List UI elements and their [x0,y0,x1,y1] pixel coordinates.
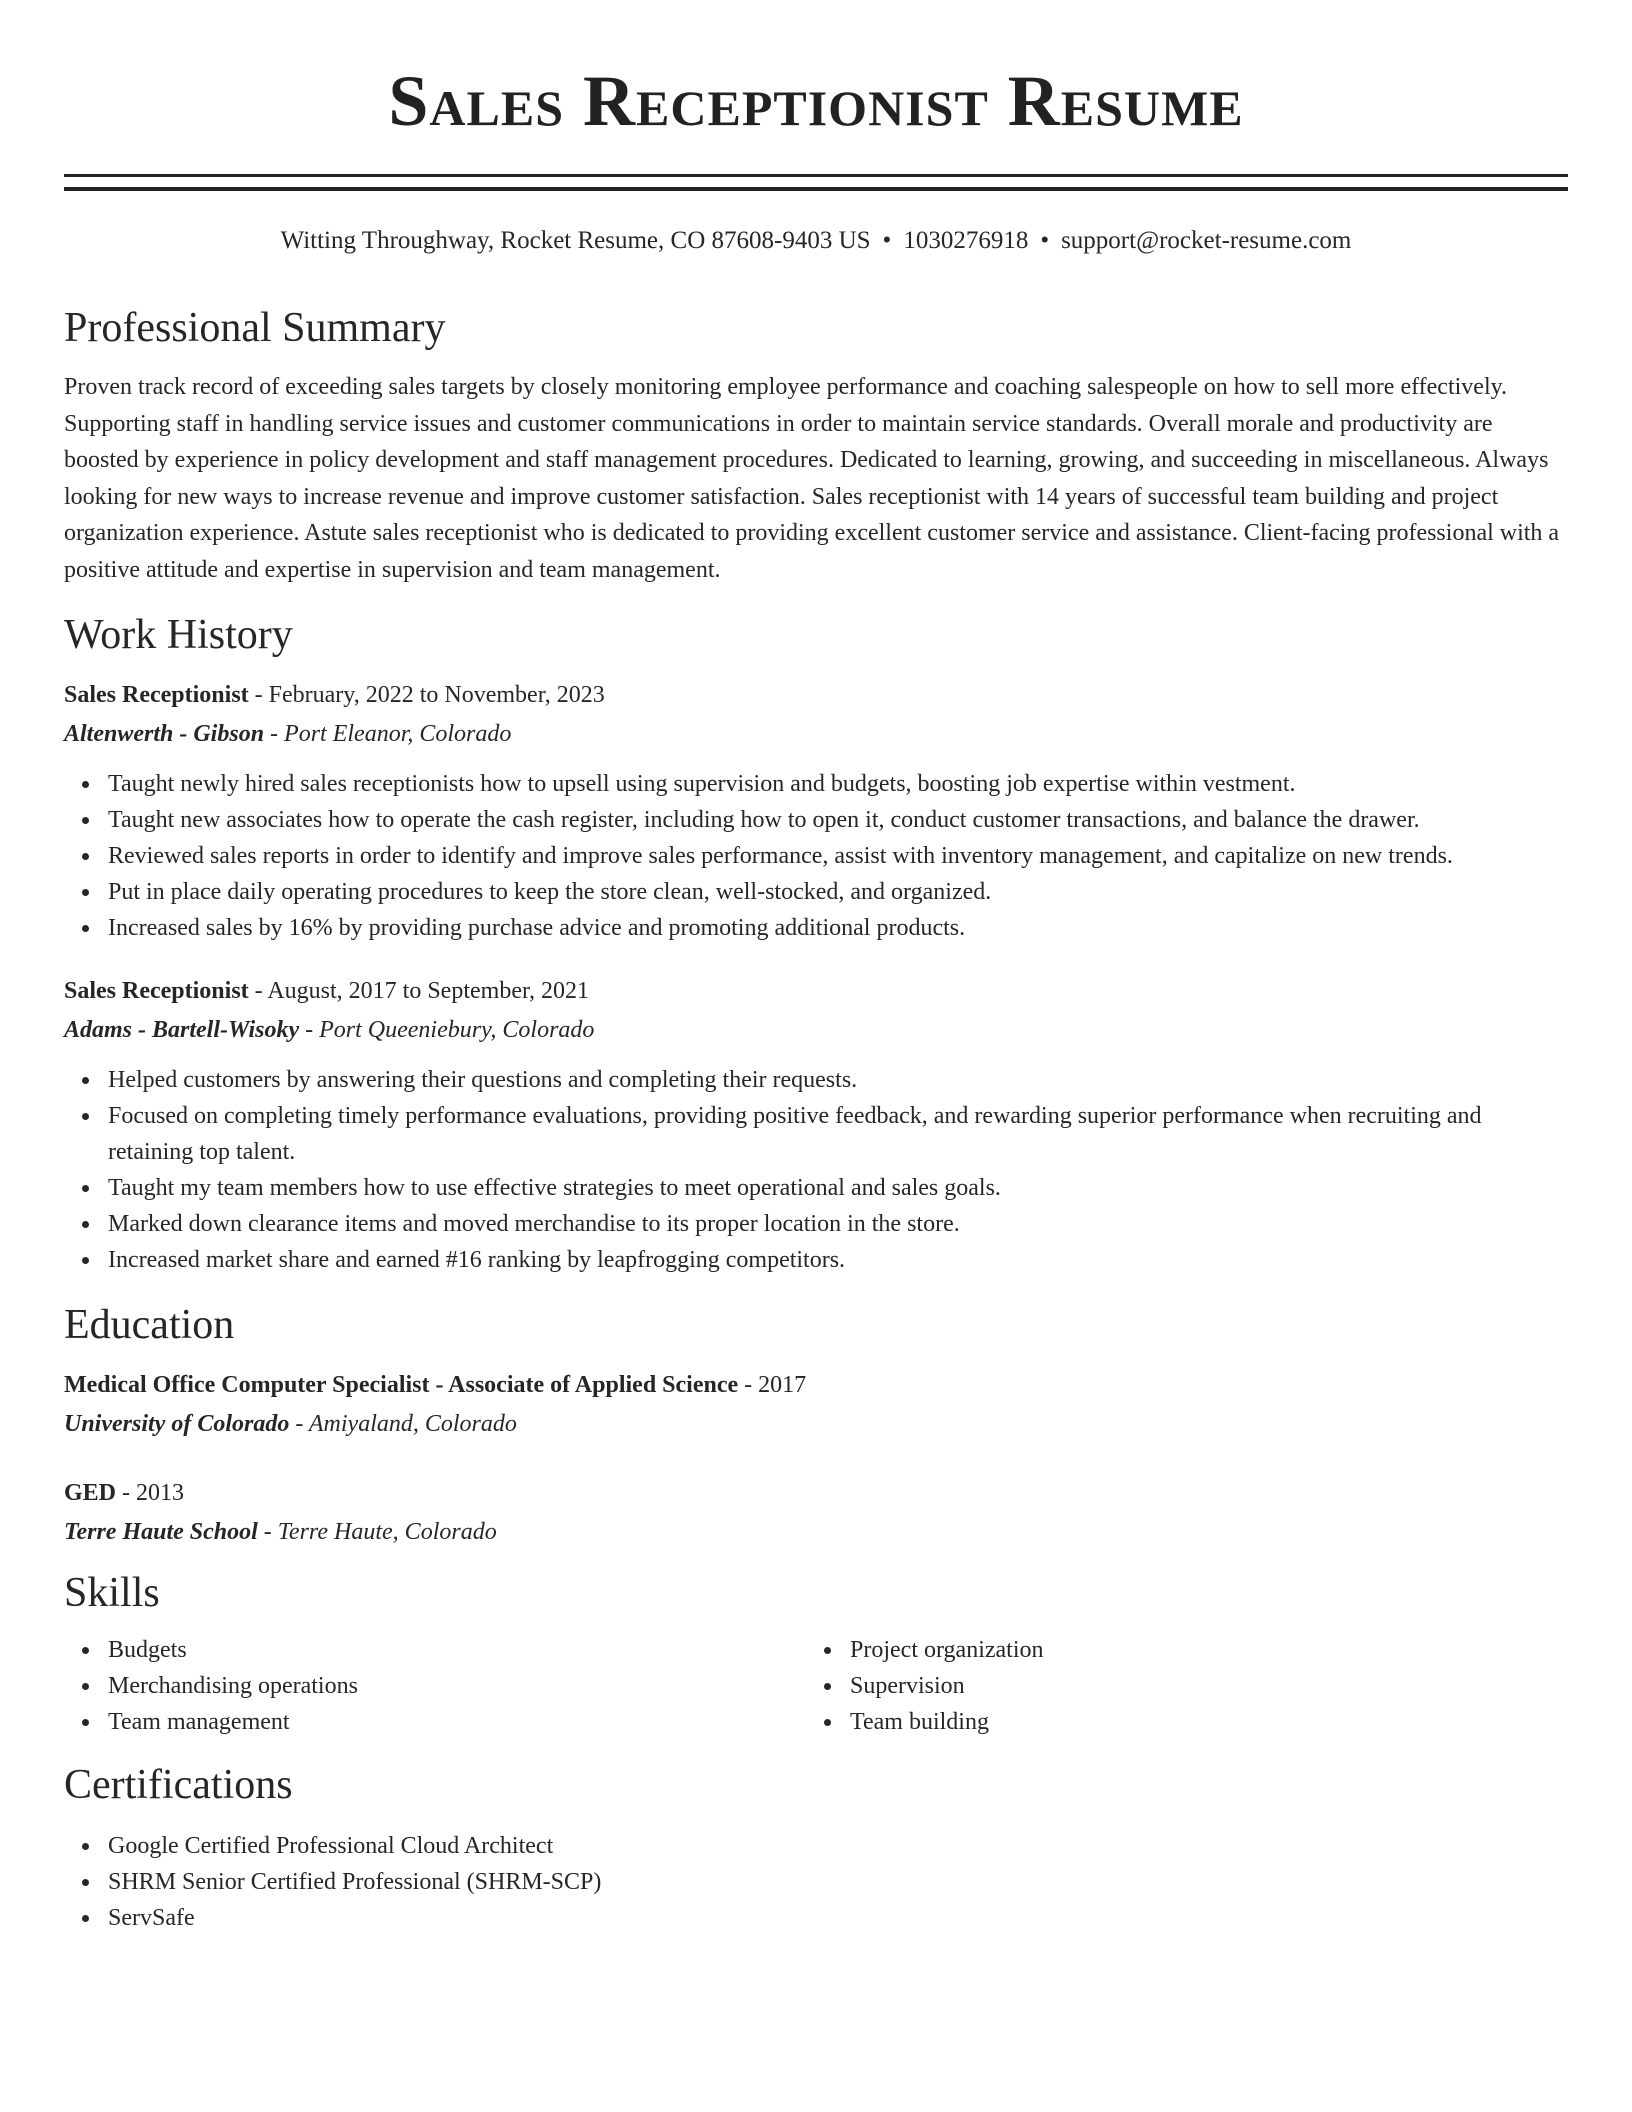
job-bullet: Taught new associates how to operate the cash register, including how to open it, conduct customer transactions, and balance the drawer. [108,802,1568,838]
job-location: - Port Eleanor, Colorado [264,721,512,747]
education-year: - 2017 [738,1372,807,1398]
job-bullet-list [64,1062,1568,1278]
skills-grid [64,1632,1568,1740]
job-company-line [64,715,1568,754]
certification-item: SHRM Senior Certified Professional (SHRM-SCP) [108,1864,1568,1900]
job-company-line [64,1011,1568,1050]
skill-item: Supervision [850,1668,1548,1704]
job-company: Altenwerth - Gibson [64,721,265,747]
education-degree: Medical Office Computer Specialist - Associate of Applied Science [64,1372,739,1398]
job-title: Sales Receptionist [64,978,249,1004]
job-entry [64,676,1568,946]
job-location: - Port Queeniebury, Colorado [299,1017,595,1043]
education-degree: GED [64,1480,117,1506]
education-location: - Amiyaland, Colorado [289,1411,517,1437]
education-school: Terre Haute School [64,1519,258,1545]
education-year: - 2013 [116,1480,185,1506]
section-heading-certifications: Certifications [64,1762,293,1808]
skills-column-left [64,1632,806,1740]
certification-list [64,1828,1568,1936]
certification-item: ServSafe [108,1900,1568,1936]
job-bullet: Marked down clearance items and moved merchandise to its proper location in the store. [108,1206,1568,1242]
education-school: University of Colorado [64,1411,290,1437]
job-dates: - August, 2017 to September, 2021 [248,978,590,1004]
job-bullet: Taught newly hired sales receptionists how to upsell using supervision and budgets, boosting job expertise within vestment. [108,766,1568,802]
summary-paragraph: Proven track record of exceeding sales targets by closely monitoring employee performance and coaching salespeople on how to sell more effectively. Supporting staff in handling service issues and customer communications in order to maintain service standards. Overall morale and productivity are boosted by experience in policy development and staff management procedures. Dedicated to learning, growing, and succeeding in miscellaneous. Always looking for new ways to increase revenue and improve customer satisfaction. Sales receptionist with 14 years of successful team building and project organization experience. Astute sales receptionist who is dedicated to providing excellent customer service and assistance. Client-facing professional with a positive attitude and expertise in supervision and team management. [64,374,1560,583]
contact-separator: • [882,227,892,254]
section-heading-work-history: Work History [64,612,293,658]
contact-phone: 1030276918 [903,227,1029,254]
contact-address: Witting Throughway, Rocket Resume, CO 87608-9403 US [280,227,871,254]
skill-item: Merchandising operations [108,1668,806,1704]
job-company: Adams - Bartell-Wisoky [64,1017,300,1043]
education-degree-line [64,1474,1568,1513]
job-bullet: Focused on completing timely performance evaluations, providing positive feedback, and rewarding superior performance when recruiting and retaining top talent. [108,1098,1568,1170]
certification-item: Google Certified Professional Cloud Architect [108,1828,1568,1864]
contact-separator: • [1040,227,1050,254]
section-heading-summary: Professional Summary [64,305,446,351]
section-heading-education: Education [64,1302,235,1348]
education-entry [64,1366,1568,1444]
job-title-line [64,972,1568,1011]
skill-item: Budgets [108,1632,806,1668]
education-location: - Terre Haute, Colorado [257,1519,497,1545]
job-dates: - February, 2022 to November, 2023 [248,682,605,708]
education-school-line [64,1405,1568,1444]
section-heading-skills: Skills [64,1570,160,1616]
skill-item: Project organization [850,1632,1548,1668]
contact-email: support@rocket-resume.com [1061,227,1352,254]
job-bullet: Increased sales by 16% by providing purchase advice and promoting additional products. [108,910,1568,946]
job-bullet: Helped customers by answering their questions and completing their requests. [108,1062,1568,1098]
job-bullet: Put in place daily operating procedures to keep the store clean, well-stocked, and organized. [108,874,1568,910]
job-title: Sales Receptionist [64,682,249,708]
job-bullet: Taught my team members how to use effective strategies to meet operational and sales goals. [108,1170,1568,1206]
skill-item: Team management [108,1704,806,1740]
job-entry [64,972,1568,1278]
job-title-line [64,676,1568,715]
job-bullet-list [64,766,1568,946]
title-double-rule [64,174,1568,191]
education-school-line [64,1513,1568,1552]
skill-item: Team building [850,1704,1548,1740]
resume-title: Sales Receptionist Resume [388,61,1244,141]
job-bullet: Increased market share and earned #16 ranking by leapfrogging competitors. [108,1242,1568,1278]
skills-column-right [806,1632,1548,1740]
education-degree-line [64,1366,1568,1405]
job-bullet: Reviewed sales reports in order to identify and improve sales performance, assist with inventory management, and capitalize on new trends. [108,838,1568,874]
education-entry [64,1474,1568,1552]
contact-line [64,223,1568,259]
